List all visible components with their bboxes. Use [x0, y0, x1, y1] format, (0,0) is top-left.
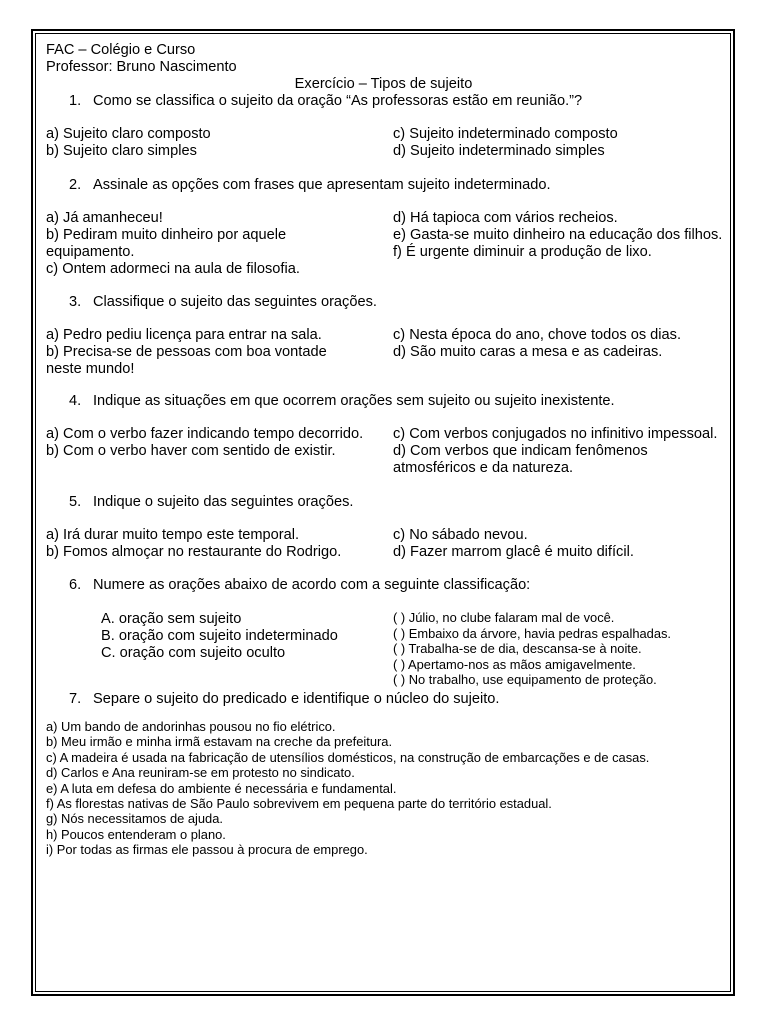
- question-4: [46, 393, 721, 410]
- teacher-name: Professor: Bruno Nascimento: [46, 59, 237, 75]
- question-text: Como se classifica o sujeito da oração “As professoras estão em reunião.”?: [93, 93, 583, 109]
- worksheet-title: Exercício – Tipos de sujeito: [294, 76, 473, 92]
- question-5-options: [46, 527, 721, 561]
- class-c: C. oração com sujeito oculto: [101, 645, 286, 661]
- option-d: d) São muito caras a mesa e as cadeiras.: [393, 344, 663, 360]
- question-number: 5.: [69, 494, 82, 510]
- question-4-options: [46, 426, 721, 494]
- option-c: c) Nesta época do ano, chove todos os dias.: [393, 327, 681, 343]
- list-item: d) Carlos e Ana reuniram-se em protesto no sindicato.: [46, 765, 355, 781]
- option-b: b) Pediram muito dinheiro por aquele equipamento.: [46, 227, 287, 260]
- option-b: b) Sujeito claro simples: [46, 143, 197, 159]
- list-item: i) Por todas as firmas ele passou à procura de emprego.: [46, 842, 368, 858]
- option-a: a) Pedro pediu licença para entrar na sala.: [46, 327, 322, 343]
- sentence-item: ( ) No trabalho, use equipamento de proteção.: [393, 672, 657, 687]
- option-c: c) Ontem adormeci na aula de filosofia.: [46, 261, 300, 277]
- option-c: c) No sábado nevou.: [393, 527, 528, 543]
- question-3-options: [46, 327, 721, 378]
- option-b: b) Precisa-se de pessoas com boa vontade neste mundo!: [46, 344, 327, 377]
- question-number: 3.: [69, 294, 82, 310]
- question-1-options: [46, 126, 721, 160]
- list-item: a) Um bando de andorinhas pousou no fio elétrico.: [46, 719, 336, 734]
- option-c: c) Com verbos conjugados no infinitivo impessoal.: [393, 426, 718, 442]
- sentence-list: [393, 610, 671, 688]
- question-number: 4.: [69, 393, 82, 409]
- question-number: 7.: [69, 691, 82, 707]
- list-item: f) As florestas nativas de São Paulo sobrevivem em pequena parte do território estadual.: [46, 796, 552, 812]
- option-f: f) É urgente diminuir a produção de lixo.: [393, 244, 652, 260]
- question-text: Classifique o sujeito das seguintes orações.: [93, 294, 377, 310]
- question-text: Numere as orações abaixo de acordo com a seguinte classificação:: [93, 577, 531, 593]
- option-d: d) Com verbos que indicam fenômenos atmosféricos e da natureza.: [393, 443, 648, 476]
- option-a: a) Já amanheceu!: [46, 210, 163, 226]
- sentence-item: ( ) Júlio, no clube falaram mal de você.: [393, 610, 615, 625]
- question-2-options: [46, 210, 721, 278]
- question-number: 1.: [69, 93, 82, 109]
- option-a: a) Sujeito claro composto: [46, 126, 211, 142]
- option-b: b) Fomos almoçar no restaurante do Rodrigo.: [46, 544, 342, 560]
- question-text: Indique as situações em que ocorrem orações sem sujeito ou sujeito inexistente.: [93, 393, 615, 409]
- list-item: g) Nós necessitamos de ajuda.: [46, 811, 223, 827]
- option-d: d) Há tapioca com vários recheios.: [393, 210, 618, 226]
- school-name: FAC – Colégio e Curso: [46, 42, 196, 58]
- option-e: e) Gasta-se muito dinheiro na educação dos filhos.: [393, 227, 723, 243]
- list-item: h) Poucos entenderam o plano.: [46, 826, 226, 842]
- question-7-items: [46, 719, 721, 858]
- question-text: Indique o sujeito das seguintes orações.: [93, 494, 354, 510]
- worksheet: [46, 42, 721, 858]
- sentence-item: ( ) Trabalha-se de dia, descansa-se à noite.: [393, 641, 642, 656]
- question-6: [46, 577, 721, 594]
- sentence-item: ( ) Apertamo-nos as mãos amigavelmente.: [393, 656, 636, 672]
- list-item: e) A luta em defesa do ambiente é necessária e fundamental.: [46, 780, 397, 796]
- question-number: 6.: [69, 577, 82, 593]
- question-2: [46, 177, 721, 194]
- question-3: [46, 294, 721, 311]
- option-d: d) Sujeito indeterminado simples: [393, 143, 605, 159]
- list-item: c) A madeira é usada na fabricação de utensílios domésticos, na construção de embarcações e de casas.: [46, 749, 650, 765]
- class-a: A. oração sem sujeito: [101, 611, 242, 627]
- class-b: B. oração com sujeito indeterminado: [101, 628, 338, 644]
- option-b: b) Com o verbo haver com sentido de existir.: [46, 443, 336, 459]
- question-number: 2.: [69, 177, 82, 193]
- question-text: Separe o sujeito do predicado e identifique o núcleo do sujeito.: [93, 691, 500, 707]
- classification-list: [101, 611, 338, 662]
- sentence-item: ( ) Embaixo da árvore, havia pedras espalhadas.: [393, 625, 672, 641]
- option-c: c) Sujeito indeterminado composto: [393, 126, 618, 142]
- option-d: d) Fazer marrom glacê é muito difícil.: [393, 544, 634, 560]
- question-7: [46, 691, 721, 708]
- question-1: [46, 93, 721, 110]
- list-item: b) Meu irmão e minha irmã estavam na creche da prefeitura.: [46, 734, 393, 750]
- option-a: a) Com o verbo fazer indicando tempo decorrido.: [46, 426, 364, 442]
- question-text: Assinale as opções com frases que apresentam sujeito indeterminado.: [93, 177, 551, 193]
- question-6-body: [46, 608, 721, 688]
- option-a: a) Irá durar muito tempo este temporal.: [46, 527, 300, 543]
- question-5: [46, 494, 721, 511]
